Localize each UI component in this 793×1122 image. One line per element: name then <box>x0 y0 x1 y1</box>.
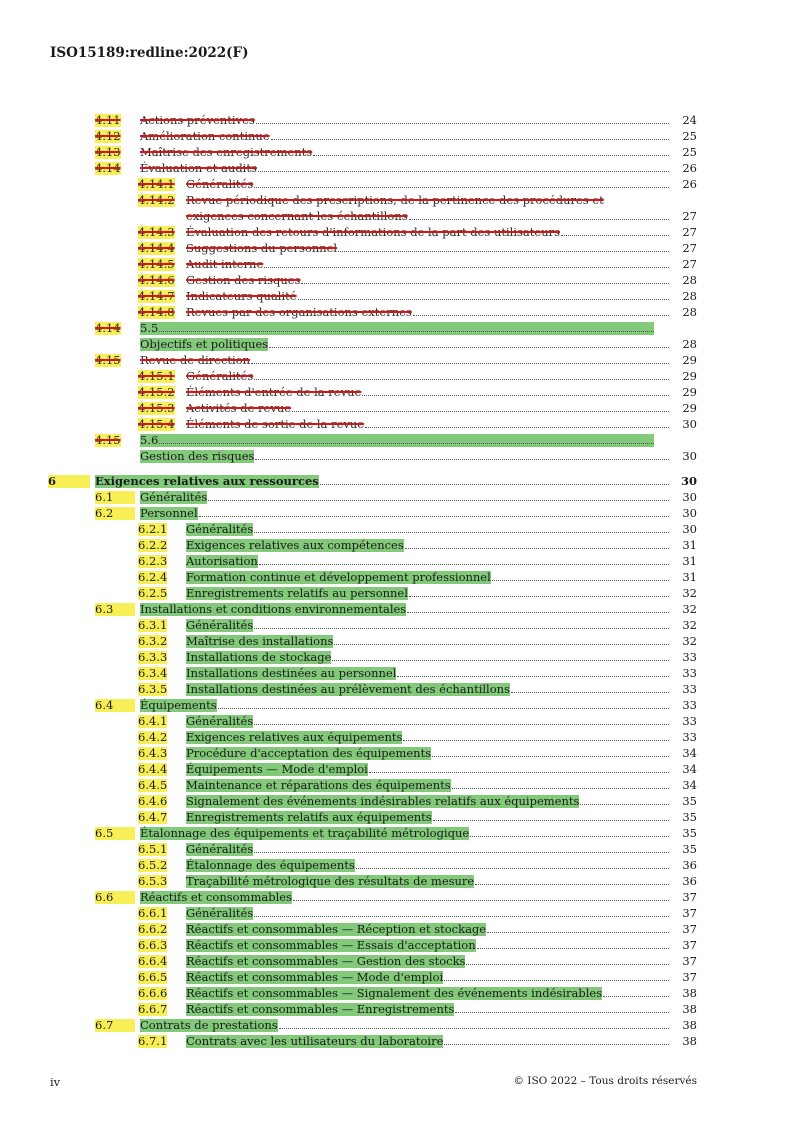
toc-page: 35 <box>682 842 697 856</box>
toc-page: 38 <box>682 1034 697 1048</box>
toc-entry-continued[interactable] <box>0 210 793 223</box>
copyright-notice: © ISO 2022 – Tous droits réservés <box>513 1075 697 1087</box>
toc-number: 4.14 <box>95 161 121 175</box>
toc-page: 34 <box>682 778 697 792</box>
toc-title: Installations et conditions environnementales <box>140 602 407 616</box>
toc-number: 4.15.1 <box>138 369 175 383</box>
toc-page: 27 <box>682 209 697 223</box>
toc-entry[interactable] <box>0 763 793 776</box>
toc-entry[interactable] <box>0 402 793 415</box>
toc-entry-continued[interactable] <box>0 450 793 463</box>
toc-page: 31 <box>682 570 697 584</box>
toc-entry[interactable] <box>0 491 793 504</box>
toc-title: Procédure d'acceptation des équipements <box>186 746 432 760</box>
toc-title: Réactifs et consommables — Mode d'emploi <box>186 970 444 984</box>
toc-page: 32 <box>682 586 697 600</box>
toc-number: 4.13 <box>95 145 121 159</box>
toc-page: 27 <box>682 241 697 255</box>
toc-entry[interactable] <box>0 434 793 447</box>
toc-page: 28 <box>682 305 697 319</box>
toc-page: 35 <box>682 826 697 840</box>
toc-page: 33 <box>682 714 697 728</box>
toc-entry[interactable] <box>0 523 793 536</box>
toc-entry[interactable] <box>0 162 793 175</box>
toc-entry-continued[interactable] <box>0 338 793 351</box>
toc-title: Généralités <box>186 842 254 856</box>
toc-entry[interactable] <box>0 418 793 431</box>
toc-entry[interactable] <box>0 843 793 856</box>
toc-title: Actions préventives <box>140 113 255 127</box>
toc-entry[interactable] <box>0 699 793 712</box>
toc-page: 34 <box>682 746 697 760</box>
toc-entry[interactable] <box>0 923 793 936</box>
toc-entry[interactable] <box>0 539 793 552</box>
toc-title: Contrats avec les utilisateurs du laboratoire <box>186 1034 444 1048</box>
toc-title: Évaluation des retours d'informations de la part des utilisateurs <box>186 225 561 239</box>
toc-entry[interactable] <box>0 226 793 239</box>
toc-number: 6.3.1 <box>138 618 168 632</box>
toc-title: Généralités <box>186 522 254 536</box>
toc-number: 6.2.1 <box>138 522 168 536</box>
toc-number: 6.3 <box>95 603 135 616</box>
toc-page: 30 <box>682 490 697 504</box>
toc-number: 6.3.5 <box>138 682 168 696</box>
toc-entry[interactable] <box>0 795 793 808</box>
toc-number: 6.5.3 <box>138 874 168 888</box>
toc-page: 36 <box>682 858 697 872</box>
toc-entry[interactable] <box>0 306 793 319</box>
toc-number: 6.2.5 <box>138 586 168 600</box>
toc-entry[interactable] <box>0 507 793 520</box>
toc-title: Réactifs et consommables — Réception et stockage <box>186 922 487 936</box>
toc-number: 6.7 <box>95 1019 135 1032</box>
toc-title: 5.5 <box>140 321 159 335</box>
toc-entry[interactable] <box>0 971 793 984</box>
toc-entry[interactable] <box>0 939 793 952</box>
toc-title: Suggestions du personnel <box>186 241 338 255</box>
toc-page: 38 <box>682 1018 697 1032</box>
toc-page: 33 <box>682 730 697 744</box>
toc-page: 35 <box>682 794 697 808</box>
toc-title: Activités de revue <box>186 401 292 415</box>
toc-page: 37 <box>682 922 697 936</box>
toc-entry[interactable] <box>0 683 793 696</box>
toc-entry[interactable] <box>0 779 793 792</box>
toc-title: Généralités <box>186 369 254 383</box>
toc-number: 6.6.2 <box>138 922 168 936</box>
toc-page: 27 <box>682 257 697 271</box>
toc-page: 30 <box>682 417 697 431</box>
toc-title: Réactifs et consommables — Gestion des stocks <box>186 954 466 968</box>
toc-number: 6.2 <box>95 507 135 520</box>
toc-number: 4.14 <box>95 321 121 335</box>
toc-title: Équipements <box>140 698 217 712</box>
toc-number: 6.4.3 <box>138 746 168 760</box>
toc-title: Exigences relatives aux compétences <box>186 538 404 552</box>
toc-number: 4.14.5 <box>138 257 175 271</box>
toc-page: 38 <box>682 986 697 1000</box>
toc-page: 33 <box>682 666 697 680</box>
toc-title: Généralités <box>186 618 254 632</box>
toc-page: 33 <box>682 650 697 664</box>
toc-title: Étalonnage des équipements et traçabilité métrologique <box>140 826 470 840</box>
toc-title: Maîtrise des installations <box>186 634 334 648</box>
toc-title: Maintenance et réparations des équipements <box>186 778 451 792</box>
toc-title: Réactifs et consommables — Essais d'acceptation <box>186 938 476 952</box>
toc-entry[interactable] <box>0 146 793 159</box>
toc-entry[interactable] <box>0 587 793 600</box>
toc-page: 29 <box>682 385 697 399</box>
toc-number: 6.3.2 <box>138 634 168 648</box>
toc-number: 6.6.7 <box>138 1002 168 1016</box>
toc-entry[interactable] <box>0 651 793 664</box>
toc-number: 6.4.4 <box>138 762 168 776</box>
toc-entry[interactable] <box>0 891 793 904</box>
toc-entry[interactable] <box>0 667 793 680</box>
toc-entry[interactable] <box>0 1035 793 1048</box>
document-header: ISO15189:redline:2022(F) <box>50 45 249 61</box>
toc-number: 6.6.6 <box>138 986 168 1000</box>
toc-page: 25 <box>682 145 697 159</box>
toc-number: 6.6.3 <box>138 938 168 952</box>
toc-number: 4.14.2 <box>138 193 175 207</box>
toc-title: Éléments d'entrée de la revue <box>186 385 362 399</box>
toc-number: 6.5.1 <box>138 842 168 856</box>
toc-entry[interactable] <box>0 811 793 824</box>
toc-page: 30 <box>682 449 697 463</box>
toc-title: Revue périodique des prescriptions, de la pertinence des procédures et <box>186 193 604 207</box>
toc-number: 4.14.8 <box>138 305 175 319</box>
toc-number: 6.2.4 <box>138 570 168 584</box>
toc-entry[interactable] <box>0 194 793 207</box>
toc-page: 37 <box>682 954 697 968</box>
toc-page: 26 <box>682 177 697 191</box>
toc-number: 6.4.7 <box>138 810 168 824</box>
toc-title: Exigences relatives aux équipements <box>186 730 403 744</box>
toc-number: 6.3.3 <box>138 650 168 664</box>
toc-title: Installations de stockage <box>186 650 332 664</box>
toc-entry[interactable] <box>0 370 793 383</box>
toc-page: 36 <box>682 874 697 888</box>
toc-number: 6.6.1 <box>138 906 168 920</box>
toc-entry[interactable] <box>0 619 793 632</box>
toc-page: 30 <box>680 474 697 488</box>
toc-page: 28 <box>682 289 697 303</box>
toc-title: Équipements — Mode d'emploi <box>186 762 368 776</box>
toc-title: Contrats de prestations <box>140 1018 278 1032</box>
toc-title-continued: Objectifs et politiques <box>140 337 269 351</box>
toc-title: 5.6 <box>140 433 159 447</box>
toc-number: 4.14.7 <box>138 289 175 303</box>
toc-title: Évaluation et audits <box>140 161 257 175</box>
toc-page: 25 <box>682 129 697 143</box>
toc-page: 31 <box>682 554 697 568</box>
toc-number: 4.12 <box>95 129 121 143</box>
toc-number: 4.15 <box>95 433 121 447</box>
toc-title-continued: exigences concernant les échantillons <box>186 209 408 223</box>
toc-entry[interactable] <box>0 859 793 872</box>
toc-page: 29 <box>682 353 697 367</box>
toc-page: 35 <box>682 810 697 824</box>
toc-title: Formation continue et développement professionnel <box>186 570 491 584</box>
toc-title-continued: Gestion des risques <box>140 449 255 463</box>
toc-number: 4.15.2 <box>138 385 175 399</box>
toc-entry[interactable] <box>0 571 793 584</box>
toc-title: Réactifs et consommables — Signalement des événements indésirables <box>186 986 603 1000</box>
toc-title: Indicateurs qualité <box>186 289 297 303</box>
toc-title: Installations destinées au prélèvement des échantillons <box>186 682 510 696</box>
toc-page: 29 <box>682 401 697 415</box>
toc-title: Maîtrise des enregistrements <box>140 145 313 159</box>
toc-title: Gestion des risques <box>186 273 301 287</box>
toc-page: 33 <box>682 682 697 696</box>
toc-number: 6.3.4 <box>138 666 168 680</box>
toc-entry[interactable] <box>0 386 793 399</box>
toc-entry[interactable] <box>0 987 793 1000</box>
toc-entry[interactable] <box>0 114 793 127</box>
toc-page: 37 <box>682 890 697 904</box>
toc-number: 6.4.5 <box>138 778 168 792</box>
toc-title: Généralités <box>186 906 254 920</box>
toc-entry[interactable] <box>0 1003 793 1016</box>
toc-page: 28 <box>682 273 697 287</box>
toc-title: Audit interne <box>186 257 264 271</box>
toc-entry-section[interactable] <box>0 475 793 488</box>
toc-entry[interactable] <box>0 322 793 335</box>
toc-number: 4.14.1 <box>138 177 175 191</box>
toc-entry[interactable] <box>0 130 793 143</box>
toc-page: 32 <box>682 602 697 616</box>
toc-page: 30 <box>682 506 697 520</box>
toc-number: 6.6 <box>95 891 135 904</box>
toc-page: 37 <box>682 938 697 952</box>
toc-number: 4.14.4 <box>138 241 175 255</box>
toc-title: Enregistrements relatifs au personnel <box>186 586 408 600</box>
toc-title: Revue de direction <box>140 353 251 367</box>
toc-title: Revues par des organisations externes <box>186 305 412 319</box>
toc-number: 6.5.2 <box>138 858 168 872</box>
toc-entry[interactable] <box>0 603 793 616</box>
toc-page: 24 <box>682 113 697 127</box>
toc-entry[interactable] <box>0 290 793 303</box>
toc-number: 4.15.3 <box>138 401 175 415</box>
toc-entry[interactable] <box>0 747 793 760</box>
toc-title: Personnel <box>140 506 198 520</box>
page-number: iv <box>50 1075 61 1089</box>
toc-entry[interactable] <box>0 635 793 648</box>
toc-title: Étalonnage des équipements <box>186 858 355 872</box>
toc-title: Amélioration continue <box>140 129 270 143</box>
toc-page: 37 <box>682 970 697 984</box>
toc-number: 6.4 <box>95 699 135 712</box>
toc-entry[interactable] <box>0 955 793 968</box>
toc-entry[interactable] <box>0 907 793 920</box>
toc-entry[interactable] <box>0 555 793 568</box>
toc-title: Réactifs et consommables — Enregistrements <box>186 1002 455 1016</box>
toc-number: 6.5 <box>95 827 135 840</box>
toc-page: 38 <box>682 1002 697 1016</box>
toc-title: Traçabilité métrologique des résultats de mesure <box>186 874 475 888</box>
toc-page: 29 <box>682 369 697 383</box>
toc-title: Enregistrements relatifs aux équipements <box>186 810 432 824</box>
toc-page: 34 <box>682 762 697 776</box>
toc-title: Exigences relatives aux ressources <box>95 474 319 488</box>
toc-entry[interactable] <box>0 274 793 287</box>
toc-page: 32 <box>682 634 697 648</box>
toc-number: 6.7.1 <box>138 1034 168 1048</box>
toc-number: 6.4.6 <box>138 794 168 808</box>
toc-page: 31 <box>682 538 697 552</box>
toc-entry[interactable] <box>0 731 793 744</box>
toc-title: Généralités <box>186 714 254 728</box>
toc-entry[interactable] <box>0 354 793 367</box>
toc-entry[interactable] <box>0 242 793 255</box>
toc-title: Réactifs et consommables <box>140 890 292 904</box>
toc-entry[interactable] <box>0 715 793 728</box>
toc-entry[interactable] <box>0 1019 793 1032</box>
toc-page: 37 <box>682 906 697 920</box>
toc-page: 26 <box>682 161 697 175</box>
toc-entry[interactable] <box>0 258 793 271</box>
toc-number: 6.6.5 <box>138 970 168 984</box>
toc-entry[interactable] <box>0 178 793 191</box>
toc-page: 33 <box>682 698 697 712</box>
toc-title: Généralités <box>186 177 254 191</box>
toc-number: 6.2.3 <box>138 554 168 568</box>
toc-page: 28 <box>682 337 697 351</box>
toc-number: 4.11 <box>95 113 121 127</box>
toc-number: 6 <box>48 475 90 488</box>
toc-number: 6.2.2 <box>138 538 168 552</box>
toc-page: 32 <box>682 618 697 632</box>
toc-number: 4.14.3 <box>138 225 175 239</box>
toc-title: Installations destinées au personnel <box>186 666 397 680</box>
toc-number: 6.4.2 <box>138 730 168 744</box>
toc-title: Autorisation <box>186 554 258 568</box>
toc-number: 4.15 <box>95 353 121 367</box>
toc-entry[interactable] <box>0 827 793 840</box>
toc-page: 27 <box>682 225 697 239</box>
toc-number: 6.1 <box>95 491 135 504</box>
toc-title: Signalement des événements indésirables relatifs aux équipements <box>186 794 580 808</box>
toc-number: 6.4.1 <box>138 714 168 728</box>
toc-number: 4.14.6 <box>138 273 175 287</box>
toc-page: 30 <box>682 522 697 536</box>
toc-number: 6.6.4 <box>138 954 168 968</box>
toc-title: Généralités <box>140 490 208 504</box>
toc-entry[interactable] <box>0 875 793 888</box>
toc-title: Éléments de sortie de la revue <box>186 417 365 431</box>
toc-number: 4.15.4 <box>138 417 175 431</box>
